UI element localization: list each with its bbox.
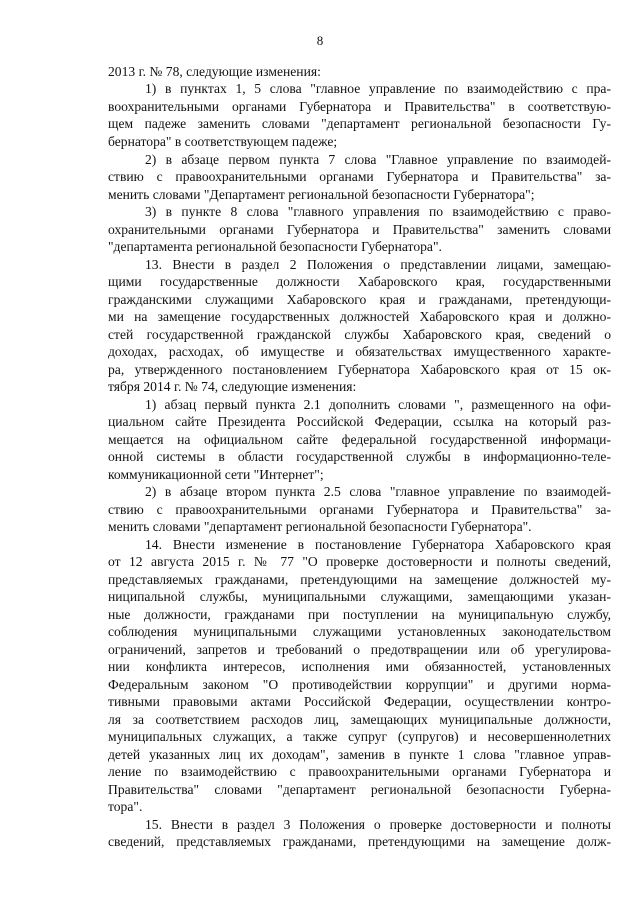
text-line: детей указанных лиц их доходам", заменив в пункте 1 слова "главное управ- [108, 747, 611, 762]
text-line: тивными правовыми актами Российской Федерации, осуществлении контро- [108, 694, 611, 709]
text-line: бернатора" в соответствующем падеже; [108, 134, 338, 149]
text-line: менить словами "Департамент региональной безопасности Губернатора"; [108, 187, 535, 202]
text-line: гражданскими служащими Хабаровского края и гражданами, претендующи- [108, 292, 611, 307]
text-line: мещается на официальном сайте федеральной государственной информаци- [108, 432, 611, 447]
text-line: от 12 августа 2015 г. № 77 "О проверке достоверности и полноты сведений, [108, 554, 611, 569]
page-number: 8 [316, 33, 324, 48]
text-line: 1) абзац первый пункта 2.1 дополнить словами ", размещенного на офи- [145, 397, 611, 412]
text-line: щем падеже заменить словами "департамент региональной безопасности Гу- [108, 116, 611, 131]
text-line: ми на замещение государственных должностей Хабаровского края и должно- [108, 309, 611, 324]
text-line: ствию с правоохранительными органами Губернатора и Правительства" за- [108, 502, 611, 517]
text-line: 1) в пунктах 1, 5 слова "главное управление по взаимодействию с пра- [145, 81, 611, 96]
text-line: 2) в абзаце втором пункта 2.5 слова "главное управление по взаимодей- [145, 484, 611, 499]
text-line: ра, утвержденного постановлением Губернатора Хабаровского края от 15 ок- [108, 362, 611, 377]
text-line: ление по взаимодействию с правоохранительными органами Губернатора и [108, 764, 611, 779]
text-line: 3) в пункте 8 слова "главного управления по взаимодействию с право- [145, 204, 611, 219]
text-line: воохранительными органами Губернатора и Правительства" в соответствую- [108, 99, 611, 114]
text-line: 14. Внести изменение в постановление Губернатора Хабаровского края [145, 537, 611, 552]
text-line: охранительными органами Губернатора и Правительства" заменить словами [108, 222, 611, 237]
text-line: соблюдения муниципальными служащими установленных законодательством [108, 624, 611, 639]
text-line: нии конфликта интересов, исполнения ими обязанностей, установленных [108, 659, 611, 674]
text-line: сведений, представляемых гражданами, претендующими на замещение долж- [108, 834, 611, 849]
text-line: ствию с правоохранительными органами Губернатора и Правительства" за- [108, 169, 611, 184]
text-line: представляемых гражданами, претендующими на замещение должностей му- [108, 572, 611, 587]
text-line: тября 2014 г. № 74, следующие изменения: [108, 379, 357, 394]
text-line: менить словами "департамент региональной безопасности Губернатора". [108, 519, 532, 534]
text-line: онной системы в области государственной службы в информационно-теле- [108, 449, 611, 464]
text-line: 2) в абзаце первом пункта 7 слова "Главное управление по взаимодей- [145, 152, 611, 167]
text-line: "департамента региональной безопасности Губернатора". [108, 239, 442, 254]
text-line: ные должности, гражданами при поступлении на муниципальную службу, [108, 607, 611, 622]
text-line: ограничений, запретов и требований о предотвращении или об урегулирова- [108, 642, 611, 657]
text-line: щими государственные должности Хабаровского края, государственными [108, 274, 611, 289]
text-line: циальном сайте Президента Российской Федерации, ссылка на который раз- [108, 414, 611, 429]
text-line: Федеральным законом "О противодействии коррупции" и другими норма- [108, 677, 611, 692]
text-line: 2013 г. № 78, следующие изменения: [108, 64, 321, 79]
text-line: Правительства" словами "департамент региональной безопасности Губерна- [108, 782, 611, 797]
text-line: тора". [108, 799, 143, 814]
text-line: 13. Внести в раздел 2 Положения о представлении лицами, замещаю- [145, 257, 611, 272]
text-line: ниципальной службы, муниципальными служащими, замещающими указан- [108, 589, 611, 604]
text-line: муниципальных служащих, а также супруг (супругов) и несовершеннолетних [108, 729, 611, 744]
text-line: 15. Внести в раздел 3 Положения о проверке достоверности и полноты [145, 817, 611, 832]
text-line: стей государственной гражданской службы Хабаровского края, сведений о [108, 327, 611, 342]
text-line: доходах, расходах, об имуществе и обязательствах имущественного характе- [108, 344, 611, 359]
text-line: коммуникационной сети "Интернет"; [108, 467, 324, 482]
text-line: ля за соответствием расходов лиц, замещающих муниципальные должности, [108, 712, 611, 727]
